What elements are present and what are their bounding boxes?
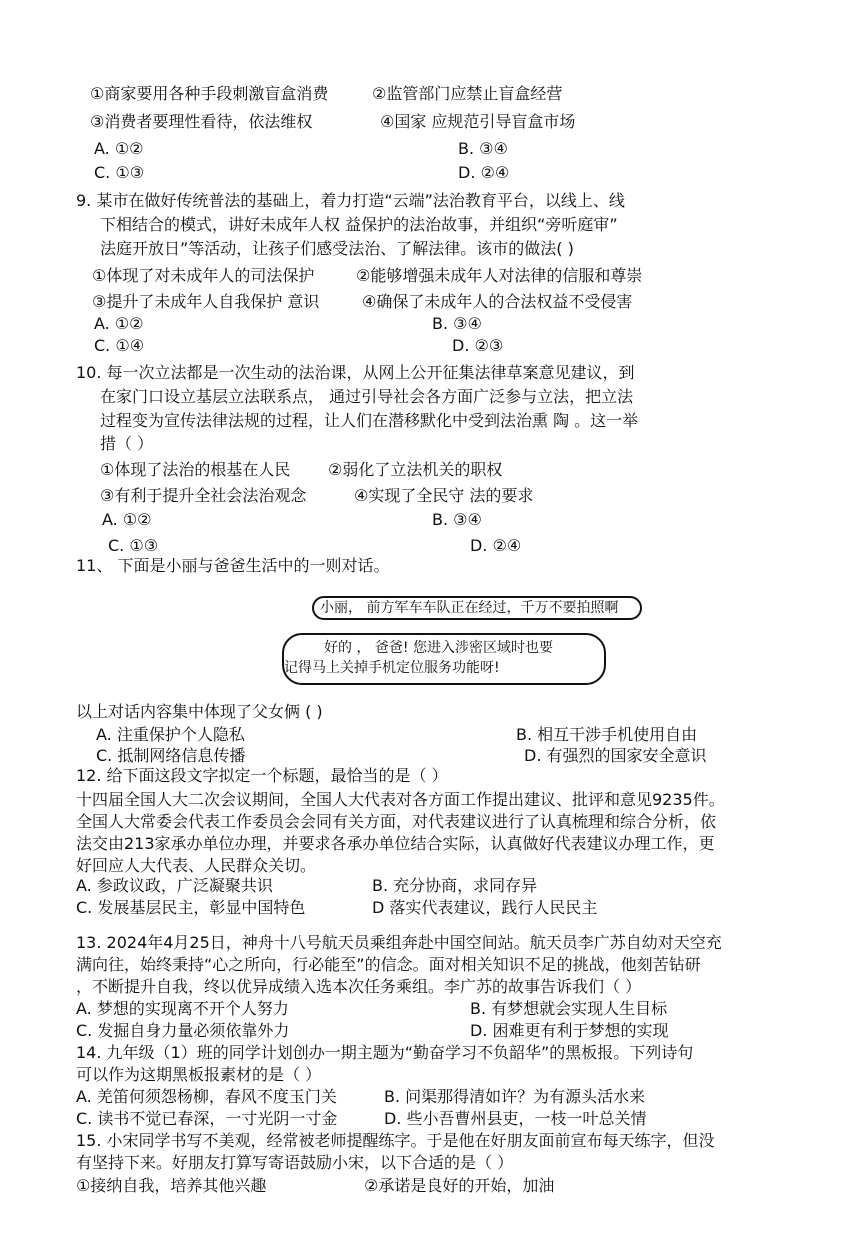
q11-stem: 11、 下面是小丽与爸爸生活中的一则对话。: [76, 556, 390, 575]
dialogue-bubble-dad: [282, 633, 606, 685]
q9-choice-d: D. ②③: [452, 336, 504, 355]
q9-option-3: ③提升了未成年人自我保护 意识: [92, 292, 320, 311]
q14-stem-line-2: 可以作为这期黑板报素材的是（ ）: [76, 1065, 322, 1084]
q11-choice-c: C. 抵制网络信息传播: [96, 746, 246, 765]
q9-choice-a: A. ①②: [94, 314, 144, 333]
q10-stem-line-3: 过程变为宣传法律法规的过程，让人们在潜移默化中受到法治熏 陶 。这一举: [100, 411, 639, 430]
q12-choice-b: B. 充分协商，求同存异: [372, 876, 538, 895]
q12-passage-line-4: 好回应人大代表、人民群众关切。: [76, 856, 317, 875]
dialogue-text-dad-line-2: 记得马上关掉手机定位服务功能呀!: [284, 660, 500, 676]
q10-option-4: ④实现了全民守 法的要求: [354, 486, 534, 505]
q10-choice-b: B. ③④: [432, 510, 482, 529]
q13-stem-line-3: ，不断提升自我，终以优异成绩入选本次任务乘组。李广苏的故事告诉我们（ ）: [76, 977, 642, 996]
q8-option-3: ③消费者要理性看待，依法维权: [90, 112, 313, 131]
q14-choice-d: D. 些小吾曹州县吏，一枝一叶总关情: [384, 1109, 647, 1128]
q13-choice-d: D. 困难更有利于梦想的实现: [470, 1021, 669, 1040]
q12-choice-a: A. 参政议政，广泛凝聚共识: [76, 876, 273, 895]
q10-choice-a: A. ①②: [102, 510, 152, 529]
q8-option-2: ②监管部门应禁止盲盒经营: [372, 84, 563, 103]
q13-choice-a: A. 梦想的实现离不开个人努力: [76, 999, 289, 1018]
q8-option-1: ①商家要用各种手段刺激盲盒消费: [90, 84, 329, 103]
q9-stem-line-2: 下相结合的模式，讲好未成年人权 益保护的法治故事，并组织“旁听庭审”: [100, 215, 618, 234]
q13-choice-c: C. 发掘自身力量必须依靠外力: [76, 1021, 290, 1040]
q13-stem-line-1: 13. 2024年4月25日，神舟十八号航天员乘组奔赴中国空间站。航天员李广苏自幼对天空充: [76, 933, 722, 952]
dialogue-text-xiaoli: 小丽， 前方军车车队正在经过，千万不要拍照啊: [320, 600, 619, 616]
q10-stem-line-2: 在家门口设立基层立法联系点， 通过引导社会各方面广泛参与立法，把立法: [100, 387, 634, 406]
q14-stem-line-1: 14. 九年级（1）班的同学计划创办一期主题为“勤奋学习不负韶华”的黑板报。下列诗句: [76, 1043, 694, 1062]
q14-choice-b: B. 问渠那得清如许？为有源头活水来: [384, 1087, 646, 1106]
q15-stem-line-1: 15. 小宋同学书写不美观，经常被老师提醒练字。于是他在好朋友面前宣布每天练字，但没: [76, 1131, 715, 1150]
q13-stem-line-2: 满向往，始终秉持“心之所向，行必能至”的信念。面对相关知识不足的挑战，他刻苦钻研: [76, 955, 701, 974]
q9-choice-c: C. ①④: [94, 336, 145, 355]
q9-option-2: ②能够增强未成年人对法律的信服和尊崇: [356, 266, 643, 285]
dialogue-bubble-xiaoli: [312, 596, 642, 620]
q9-choice-b: B. ③④: [432, 314, 482, 333]
q12-passage-line-3: 法交由213家承办单位办理，并要求各承办单位结合实际，认真做好代表建议办理工作，更: [76, 834, 715, 853]
q8-choice-c: C. ①③: [94, 163, 145, 182]
q11-choice-b: B. 相互干涉手机使用自由: [516, 725, 698, 744]
q11-lead: 以上对话内容集中体现了父女俩 ( ): [76, 702, 323, 721]
q12-choice-d: D 落实代表建议，践行人民民主: [372, 898, 598, 917]
q8-choice-a: A. ①②: [94, 139, 144, 158]
q13-choice-b: B. 有梦想就会实现人生目标: [470, 999, 668, 1018]
q10-stem-line-1: 10. 每一次立法都是一次生动的法治课，从网上公开征集法律草案意见建议，到: [76, 363, 635, 382]
q9-option-1: ①体现了对未成年人的司法保护: [92, 266, 315, 285]
q10-stem-line-4: 措（ ）: [100, 434, 154, 453]
q15-option-2: ②承诺是良好的开始，加油: [364, 1176, 555, 1195]
q15-option-1: ①接纳自我，培养其他兴趣: [76, 1176, 267, 1195]
q11-choice-d: D. 有强烈的国家安全意识: [524, 746, 707, 765]
q8-option-4: ④国家 应规范引导盲盒市场: [380, 112, 576, 131]
q14-choice-c: C. 读书不觉已春深，一寸光阴一寸金: [76, 1109, 338, 1128]
q12-choice-c: C. 发展基层民主，彰显中国特色: [76, 898, 306, 917]
q10-option-1: ①体现了法治的根基在人民: [100, 460, 291, 479]
dialogue-text-dad-line-1: 好的 ， 爸爸! 您进入涉密区域时也要: [324, 640, 553, 656]
q10-option-3: ③有利于提升全社会法治观念: [100, 486, 307, 505]
q15-stem-line-2: 有坚持下来。好朋友打算写寄语鼓励小宋，以下合适的是（ ）: [76, 1153, 514, 1172]
q12-stem: 12. 给下面这段文字拟定一个标题，最恰当的是（ ）: [76, 766, 448, 785]
q14-choice-a: A. 羌笛何须怨杨柳，春风不度玉门关: [76, 1087, 337, 1106]
q11-choice-a: A. 注重保护个人隐私: [96, 725, 245, 744]
q8-choice-b: B. ③④: [458, 139, 508, 158]
q10-choice-c: C. ①③: [108, 536, 159, 555]
q9-option-4: ④确保了未成年人的合法权益不受侵害: [362, 292, 633, 311]
q10-option-2: ②弱化了立法机关的职权: [328, 460, 503, 479]
q12-passage-line-2: 全国人大常委会代表工作委员会会同有关方面，对代表建议进行了认真梳理和综合分析，依: [76, 812, 717, 831]
q10-choice-d: D. ②④: [470, 536, 522, 555]
q9-stem-line-3: 法庭开放日”等活动，让孩子们感受法治、了解法律。该市的做法( ): [100, 239, 574, 258]
q12-passage-line-1: 十四届全国人大二次会议期间，全国人大代表对各方面工作提出建议、批评和意见9235件。: [76, 790, 725, 809]
q9-stem-line-1: 9. 某市在做好传统普法的基础上，着力打造“云端”法治教育平台，以线上、线: [76, 191, 625, 210]
q8-choice-d: D. ②④: [458, 163, 510, 182]
